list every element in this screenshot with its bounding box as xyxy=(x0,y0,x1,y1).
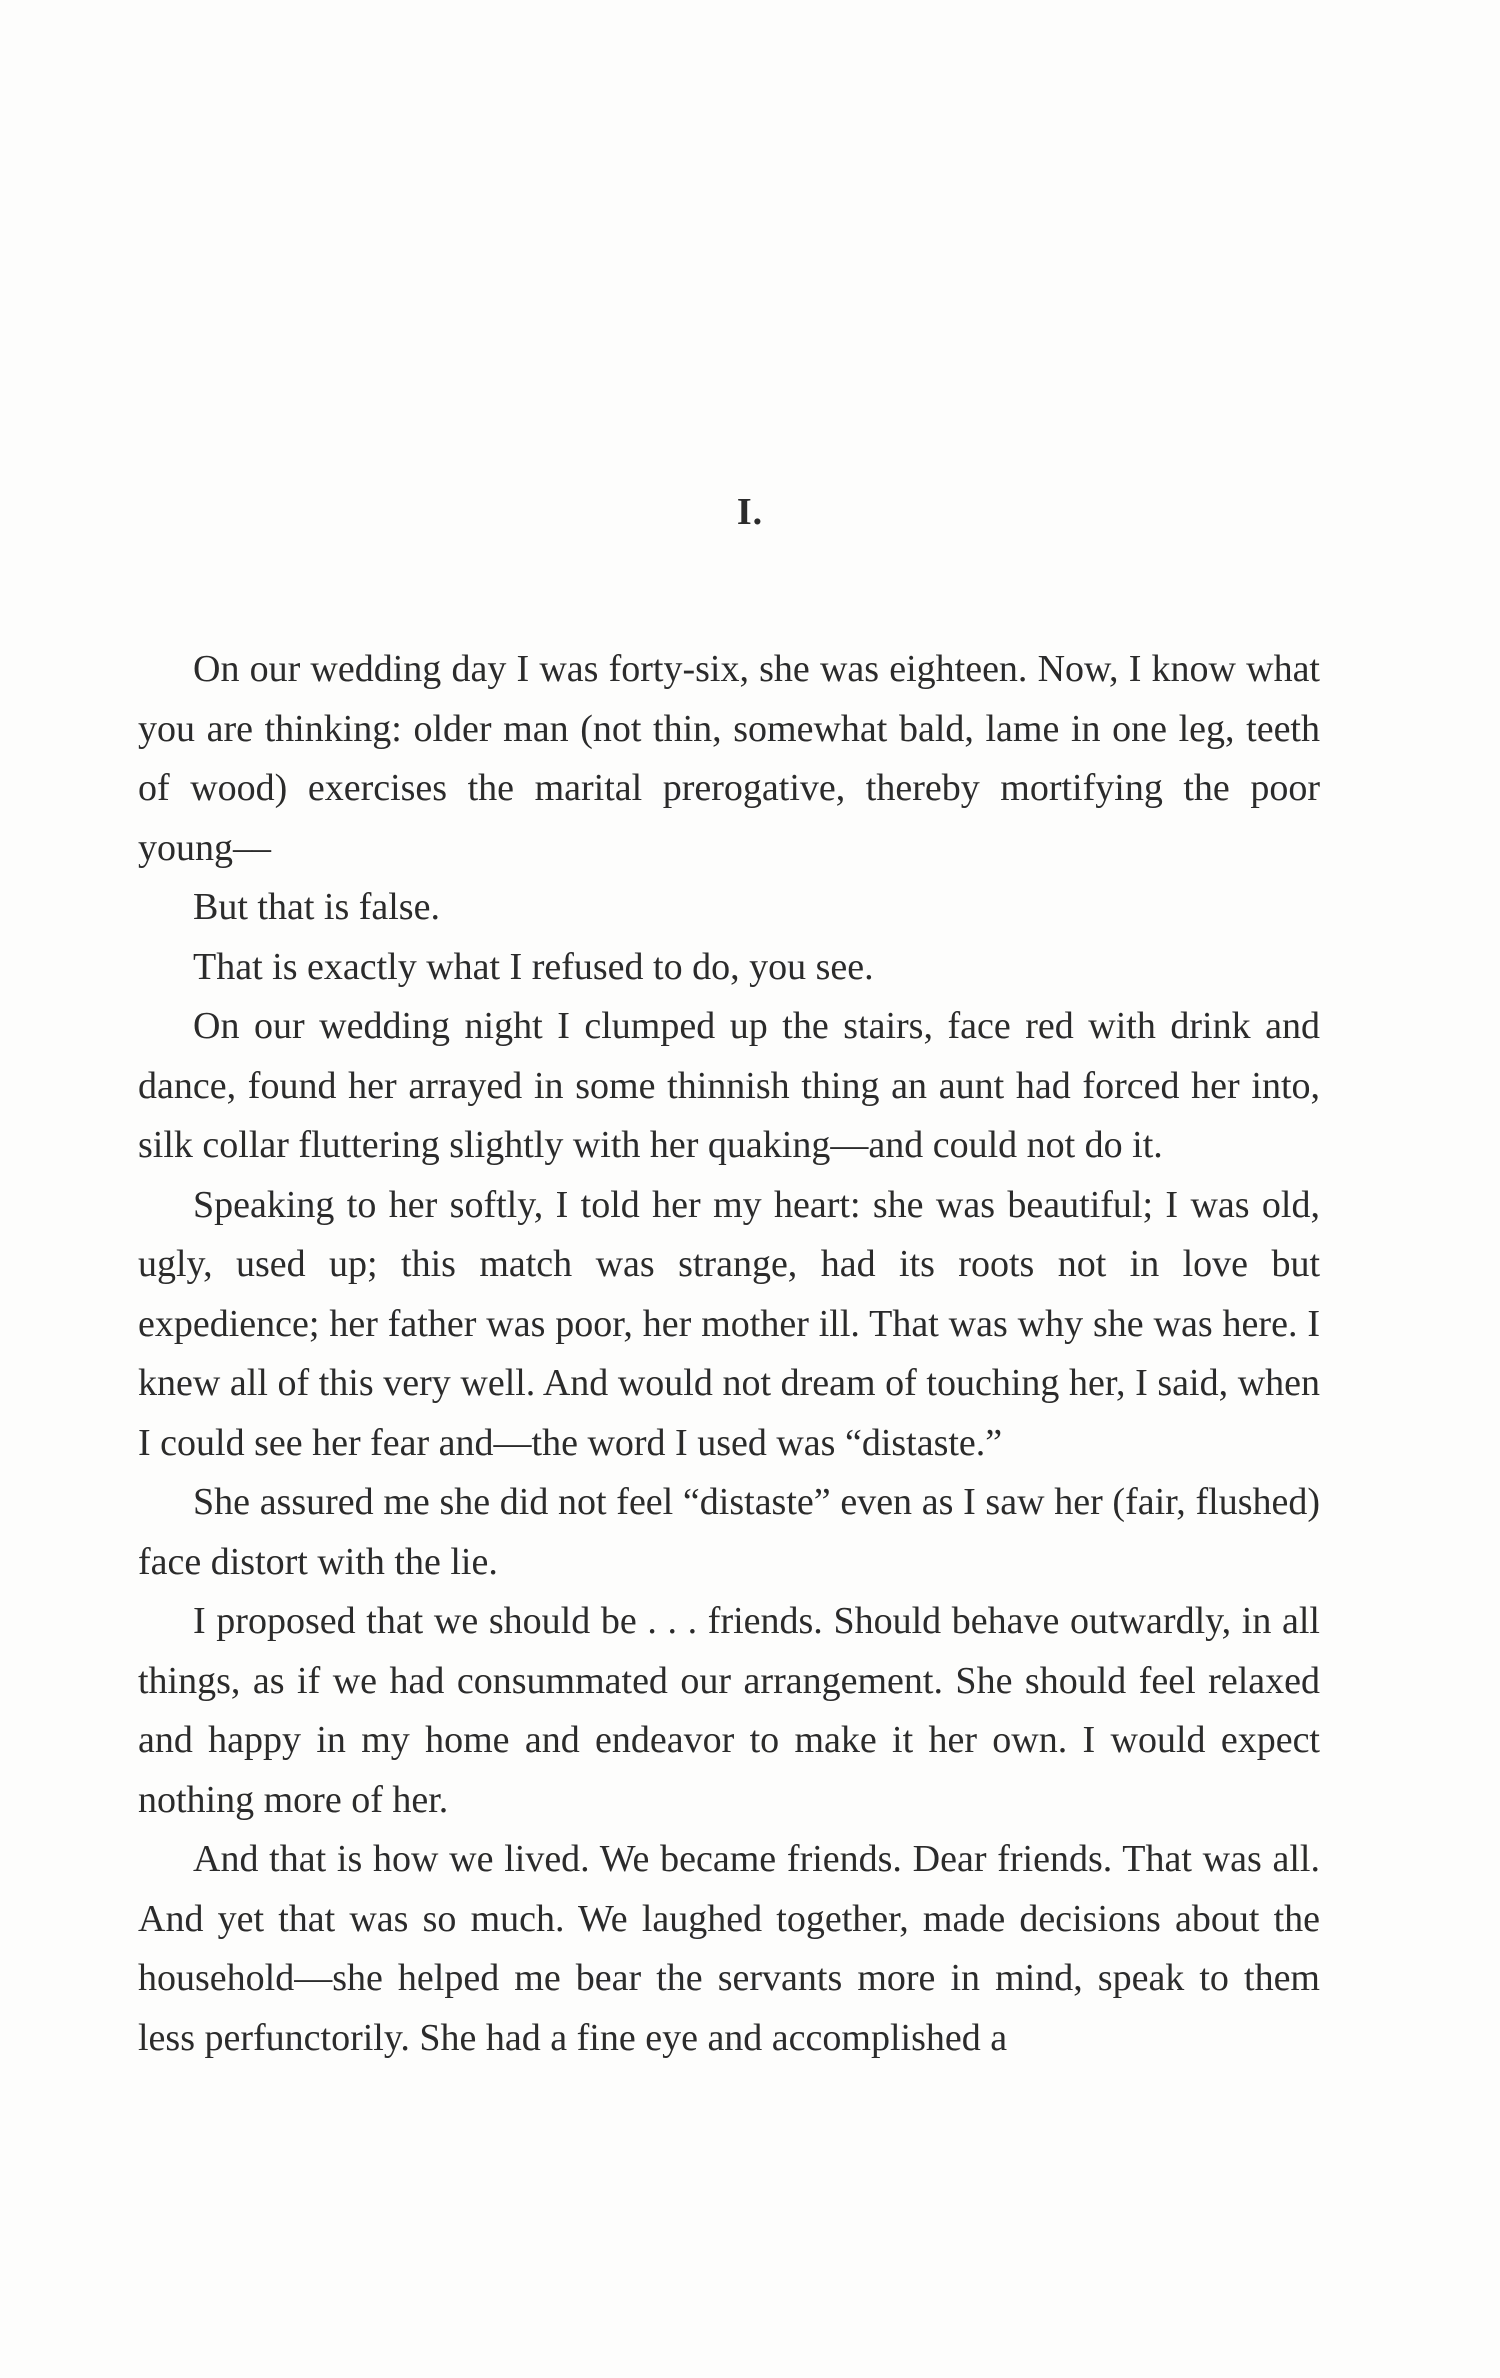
paragraph: Speaking to her softly, I told her my heart: she was beautiful; I was old, ugly, used up; this match was strange, had its roots not in love but expedience; her father was poor, her mother ill. That was why she was here. I knew all of this very well. And would not dream of touching her, I said, when I could see her fear and—the word I used was “distaste.” xyxy=(138,1183,1320,1464)
chapter-number: I. xyxy=(736,491,764,533)
paragraph: I proposed that we should be . . . friends. Should behave outwardly, in all things, as if we had consummated our arrangement. She should feel relaxed and happy in my home and endeavor to make it her own. I would expect nothing more of her. xyxy=(138,1600,1320,1821)
chapter-body xyxy=(138,640,1320,2068)
paragraph: That is exactly what I refused to do, you see. xyxy=(193,945,874,988)
paragraph: On our wedding night I clumped up the stairs, face red with drink and dance, found her arrayed in some thinnish thing an aunt had forced her into, silk collar fluttering slightly with her quaking—and could not do it. xyxy=(138,1005,1320,1166)
paragraph: She assured me she did not feel “distaste” even as I saw her (fair, flushed) face distort with the lie. xyxy=(138,1481,1320,1583)
paragraph: On our wedding day I was forty-six, she was eighteen. Now, I know what you are thinking: older man (not thin, somewhat bald, lame in one leg, teeth of wood) exercises the marital prerogative, thereby mortifying the poor young–– xyxy=(138,648,1320,869)
paragraph: And that is how we lived. We became friends. Dear friends. That was all. And yet that was so much. We laughed together, made decisions about the household—she helped me bear the servants more in mind, speak to them less perfunctorily. She had a fine eye and accomplished a xyxy=(138,1838,1320,2059)
paragraph: But that is false. xyxy=(193,886,440,928)
